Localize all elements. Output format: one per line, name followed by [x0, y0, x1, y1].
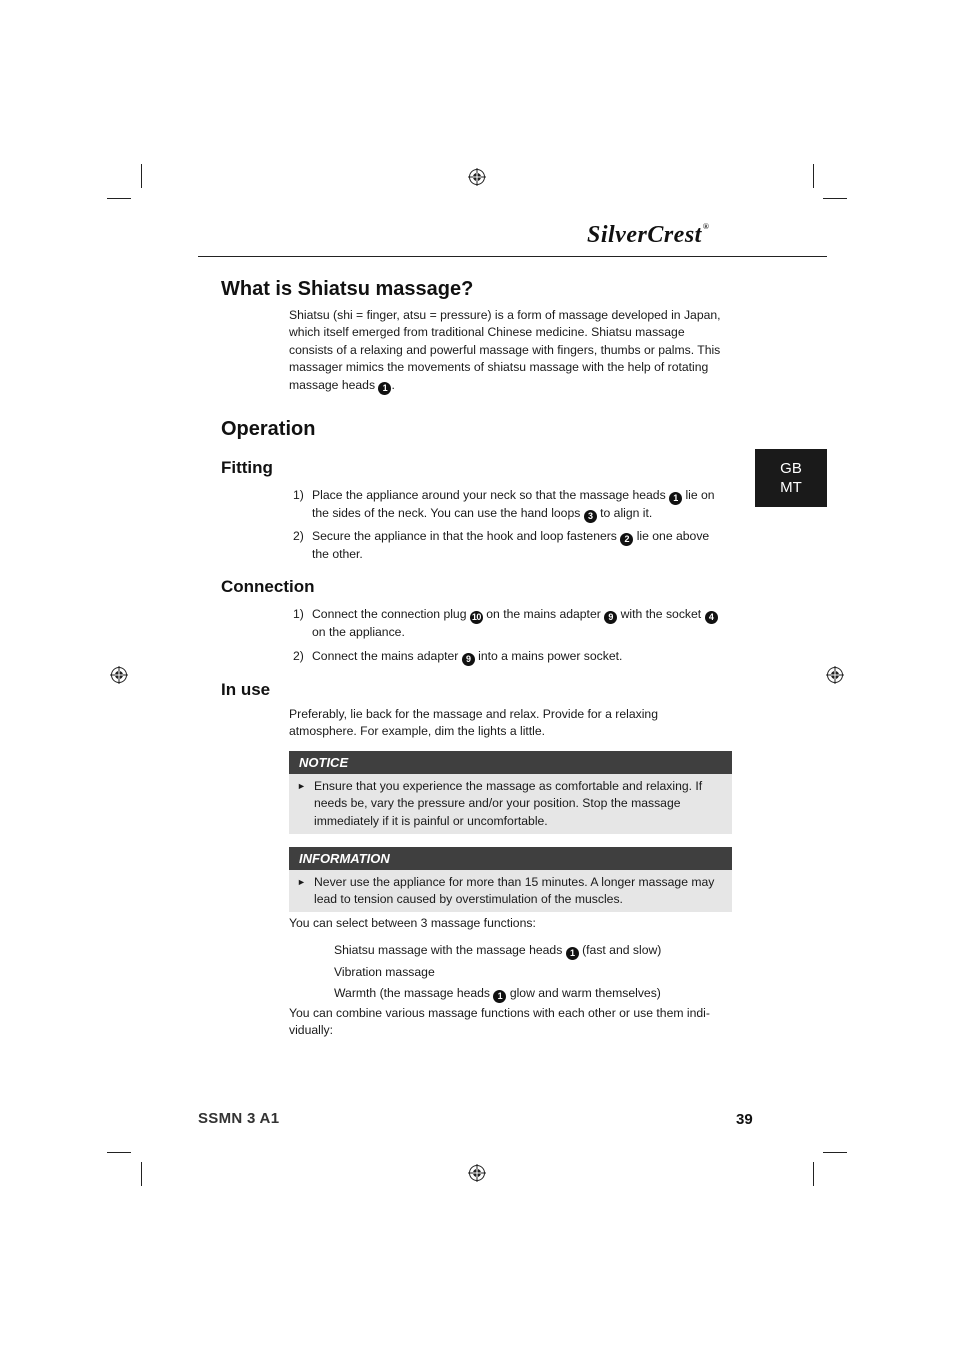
fitting-step-1	[293, 487, 729, 523]
brand-silver: Silver	[587, 222, 648, 248]
ref-badge: 9	[462, 653, 475, 666]
function-text: (fast and slow)	[582, 943, 662, 957]
crop-mark	[813, 1162, 814, 1186]
crop-mark	[107, 1152, 131, 1153]
fitting-step-2	[293, 528, 729, 563]
crop-mark	[107, 198, 131, 199]
function-item-shiatsu	[334, 942, 661, 960]
step-number: 1)	[293, 607, 304, 621]
step-text-part: lie on the sides of the neck. You can use the hand loops	[312, 488, 715, 520]
crop-mark	[141, 1162, 142, 1186]
brand-crest: Crest	[647, 222, 702, 248]
shiatsu-paragraph	[289, 307, 729, 395]
header-rule	[198, 256, 827, 257]
massage-heads-ref-badge: 1	[378, 382, 391, 395]
ref-badge: 4	[705, 611, 718, 624]
function-item-vibration	[334, 964, 435, 981]
operation-heading: Operation	[221, 418, 316, 440]
information-text: Never use the appliance for more than 15 minutes. A longer massage may lead to tension caused by overstimulation of the muscles.	[314, 875, 715, 907]
step-text-part: Secure the appliance in that the hook and loop fasteners	[312, 529, 617, 543]
step-text-part: lie one above the other.	[312, 529, 710, 561]
ref-badge: 3	[584, 510, 597, 523]
language-tab	[755, 449, 827, 507]
language-gb: GB	[780, 460, 802, 477]
language-mt: MT	[780, 479, 802, 496]
step-text-part: on the mains adapter	[486, 607, 601, 621]
step-text-part: on the appliance.	[312, 625, 405, 639]
ref-badge: 1	[566, 947, 579, 960]
notice-header: NOTICE	[289, 751, 732, 774]
registration-mark-icon	[826, 666, 844, 684]
step-text-part: Connect the connection plug	[312, 607, 467, 621]
brand-registered: ®	[702, 222, 710, 231]
ref-badge: 1	[669, 492, 682, 505]
shiatsu-text: Shiatsu (shi = finger, atsu = pressure) is a form of massage developed in Japan, which itself emerged from traditional Chinese medicine. Shiatsu massage consists of a relaxing and powerful massage with fingers, thumbs or palms. This massager mimics the movements of shiatsu massage with the help of rotating massage heads	[289, 308, 721, 392]
notice-body	[289, 774, 732, 834]
connection-step-1	[293, 606, 729, 641]
step-text	[312, 487, 729, 523]
combine-paragraph: You can combine various massage functions with each other or use them indi-vidually:	[289, 1006, 710, 1038]
function-text: Shiatsu massage with the massage heads	[334, 943, 563, 957]
connection-heading: Connection	[221, 577, 315, 596]
bullet-arrow-icon: ►	[297, 781, 306, 791]
ref-badge: 9	[604, 611, 617, 624]
step-text	[312, 528, 729, 563]
notice-text: Ensure that you experience the massage as comfortable and relaxing. If needs be, vary the pressure and/or your position. Stop the massage immediately if it is painful or uncomfortable.	[314, 779, 703, 828]
connection-step-2	[293, 648, 729, 666]
step-number: 2)	[293, 529, 304, 543]
function-text: Warmth (the massage heads	[334, 986, 491, 1000]
ref-badge: 1	[493, 990, 506, 1003]
bullet-arrow-icon: ►	[297, 877, 306, 887]
in-use-heading: In use	[221, 680, 271, 699]
step-text-part: Place the appliance around your neck so that the massage heads	[312, 488, 666, 502]
crop-mark	[823, 198, 847, 199]
crop-mark	[823, 1152, 847, 1153]
step-text-part: Connect the mains adapter	[312, 649, 459, 663]
information-header: INFORMATION	[289, 847, 732, 870]
footer-model-number: SSMN 3 A1	[198, 1110, 280, 1127]
select-functions-intro: You can select between 3 massage functions:	[289, 916, 536, 930]
registration-mark-icon	[110, 666, 128, 684]
step-number: 1)	[293, 488, 304, 502]
in-use-paragraph: Preferably, lie back for the massage and relax. Provide for a relaxing atmosphere. For example, dim the lights a little.	[289, 707, 658, 739]
function-text: glow and warm themselves)	[509, 986, 661, 1000]
ref-badge: 10	[471, 612, 481, 622]
page-number: 39	[736, 1111, 753, 1128]
step-number: 2)	[293, 649, 304, 663]
function-text: Vibration massage	[334, 965, 435, 979]
registration-mark-icon	[468, 1164, 486, 1182]
step-text	[312, 606, 729, 641]
ref-badge: 2	[620, 533, 633, 546]
registration-mark-icon	[468, 168, 486, 186]
function-item-warmth	[334, 985, 661, 1003]
crop-mark	[141, 164, 142, 188]
information-body	[289, 870, 732, 912]
step-text-part: to align it.	[600, 506, 653, 520]
step-text	[312, 648, 729, 666]
step-text-part: with the socket	[620, 607, 702, 621]
shiatsu-end: .	[391, 377, 395, 392]
crop-mark	[813, 164, 814, 188]
step-text-part: into a mains power socket.	[478, 649, 623, 663]
shiatsu-heading: What is Shiatsu massage?	[221, 278, 474, 300]
fitting-heading: Fitting	[221, 458, 273, 477]
brand-logo	[587, 222, 709, 249]
